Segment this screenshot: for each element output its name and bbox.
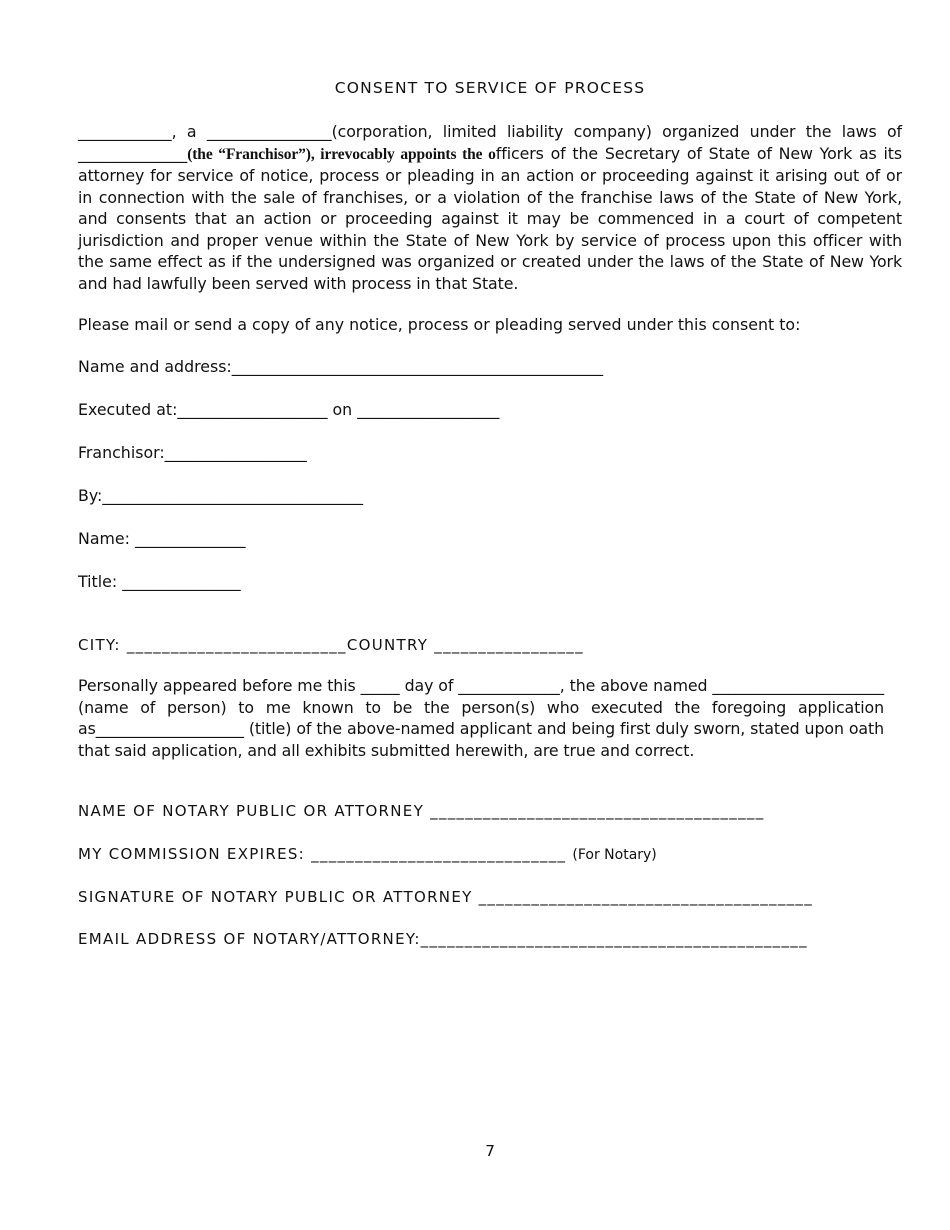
commission-note: (For Notary)	[572, 847, 657, 863]
commission-expires-label: MY COMMISSION EXPIRES: _____________________________	[78, 845, 567, 863]
by-field[interactable]: By:_________________________________	[78, 486, 364, 505]
document-title: CONSENT TO SERVICE OF PROCESS	[334, 79, 646, 97]
notary-name-field[interactable]: NAME OF NOTARY PUBLIC OR ATTORNEY ______________________________________	[78, 802, 765, 820]
notary-signature-field[interactable]: SIGNATURE OF NOTARY PUBLIC OR ATTORNEY ______________________________________	[78, 888, 814, 906]
city-country-field[interactable]: CITY: _________________________COUNTRY _________________	[78, 636, 584, 654]
title-field[interactable]: Title: _______________	[78, 572, 241, 591]
consent-paragraph-lead: ____________, a ________________(corporation, limited liability company) organized under the laws of ______________	[78, 122, 902, 163]
document-page	[78, 0, 902, 1230]
consent-paragraph-rest: fficers of the Secretary of State of New York as its attorney for service of notice, process or pleading in an action or proceeding against it arising out of or in connection with the sale of franchises, or a violation of the franchise laws of the State of New York, and consents that an action or proceeding against it may be commenced in a court of competent jurisdiction and proper venue within the State of New York by service of process upon this officer with the same effect as if the undersigned was organized or created under the laws of the State of New York and had lawfully been served with process in that State.	[78, 143, 902, 293]
commission-expires-field[interactable]	[78, 845, 657, 863]
notary-paragraph: Personally appeared before me this _____ day of _____________, the above named ______________________ (name of person) to me known to be the person(s) who executed the foregoing application as___________________ (title) of the above-named applicant and being first duly sworn, stated upon oath that said application, and all exhibits submitted herewith, are true and correct.	[78, 676, 884, 760]
consent-paragraph-bold: (the “Franchisor”), irrevocably appoints the o	[187, 145, 496, 163]
page-number: 7	[485, 1142, 495, 1160]
consent-paragraph	[78, 121, 902, 294]
name-address-field[interactable]: Name and address:_______________________________________________	[78, 357, 603, 376]
mail-instruction: Please mail or send a copy of any notice, process or pleading served under this consent to:	[78, 315, 801, 334]
notary-email-field[interactable]: EMAIL ADDRESS OF NOTARY/ATTORNEY:____________________________________________	[78, 930, 808, 948]
executed-at-field[interactable]: Executed at:___________________ on __________________	[78, 400, 500, 419]
name-field[interactable]: Name: ______________	[78, 529, 246, 548]
franchisor-field[interactable]: Franchisor:__________________	[78, 443, 307, 462]
